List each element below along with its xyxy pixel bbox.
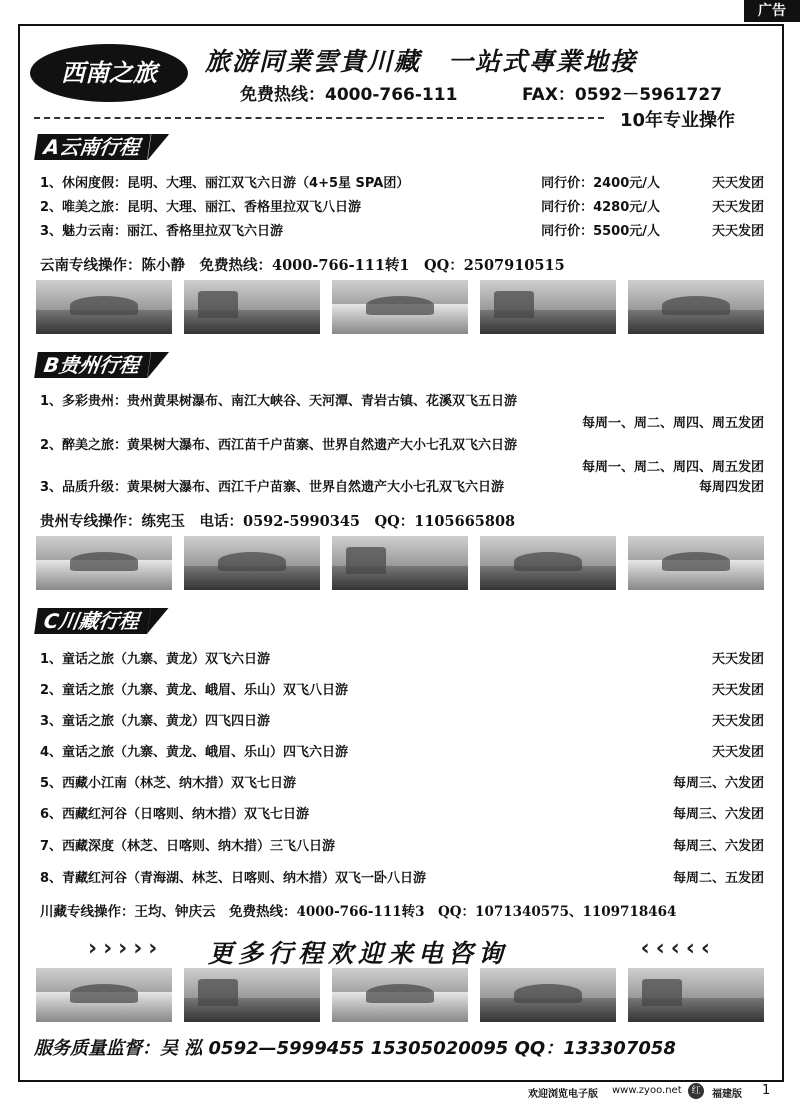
scenery-photo: [36, 968, 172, 1022]
item-name: 6、西藏红河谷（日喀则、纳木措）双飞七日游: [40, 807, 310, 822]
consult-banner: [88, 934, 716, 968]
decade-badge: 10年专业操作: [620, 110, 736, 131]
item-schedule: 每周四发团: [698, 480, 764, 495]
guizhou-ops-contact: 贵州专线操作：练宪玉 电话：0592-5990345 QQ：1105665808: [40, 513, 516, 530]
scenery-photo: [36, 536, 172, 590]
item-price: 同行价：2400元/人: [541, 176, 660, 191]
scenery-photo: [628, 280, 764, 334]
footer-edition: 福建版: [712, 1089, 742, 1100]
item-schedule: 每周三、六发团: [672, 839, 764, 854]
section-title-yunnan: A云南行程: [34, 134, 151, 160]
divider: [34, 117, 604, 119]
item-name: 3、品质升级：黄果树大瀑布、西江千户苗寨、世界自然遗产大小七孔双飞六日游: [40, 480, 505, 495]
scenery-photo: [184, 536, 320, 590]
item-name: 2、童话之旅（九寨、黄龙、峨眉、乐山）双飞八日游: [40, 683, 349, 698]
item-schedule: 每周三、六发团: [672, 807, 764, 822]
item-name: 5、西藏小江南（林芝、纳木措）双飞七日游: [40, 776, 297, 791]
item-schedule: 每周三、六发团: [672, 776, 764, 791]
chevron-right-icon: ›››››: [88, 936, 164, 961]
yunnan-item-1: [40, 172, 764, 191]
scenery-photo: [628, 968, 764, 1022]
ad-label: 广告: [744, 0, 800, 22]
item-schedule: 天天发团: [711, 176, 764, 191]
brand-logo: 西南之旅: [30, 44, 188, 102]
sichuan-tibet-item-3: [40, 710, 764, 729]
quality-supervision: 服务质量监督：吴 泓 0592—5999455 15305020095 QQ：133307058: [34, 1038, 676, 1059]
item-price: 同行价：5500元/人: [541, 224, 660, 239]
yunnan-ops-contact: 云南专线操作：陈小静 免费热线：4000-766-111转1 QQ：2507910515: [40, 257, 565, 274]
scenery-photo: [332, 968, 468, 1022]
item-name: 1、多彩贵州：贵州黄果树瀑布、南江大峡谷、天河潭、青岩古镇、花溪双飞五日游: [40, 394, 518, 409]
scenery-photo: [480, 280, 616, 334]
item-name: 7、西藏深度（林芝、日喀则、纳木措）三飞八日游: [40, 839, 336, 854]
scenery-photo: [480, 536, 616, 590]
item-schedule: 天天发团: [711, 200, 764, 215]
item-name: 2、醉美之旅：黄果树大瀑布、西江苗千户苗寨、世界自然遗产大小七孔双飞六日游: [40, 438, 518, 453]
item-schedule: 天天发团: [711, 683, 764, 698]
section-title-guizhou: B贵州行程: [34, 352, 151, 378]
item-schedule: 每周一、周二、周四、周五发团: [581, 416, 764, 431]
item-schedule: 天天发团: [711, 652, 764, 667]
item-name: 1、童话之旅（九寨、黄龙）双飞六日游: [40, 652, 271, 667]
item-name: 3、魅力云南：丽江、香格里拉双飞六日游: [40, 224, 284, 239]
guizhou-item-1: [40, 390, 764, 409]
item-schedule: 天天发团: [711, 745, 764, 760]
item-schedule: 天天发团: [711, 224, 764, 239]
page-number: 1: [762, 1083, 771, 1098]
consult-text: 更多行程欢迎来电咨询: [208, 939, 509, 968]
item-name: 4、童话之旅（九寨、黄龙、峨眉、乐山）四飞六日游: [40, 745, 349, 760]
scenery-photo: [184, 280, 320, 334]
scenery-photo: [332, 280, 468, 334]
item-name: 1、休闲度假：昆明、大理、丽江双飞六日游（4+5星 SPA团）: [40, 176, 410, 191]
hotline: 免费热线：4000-766-111: [240, 85, 458, 105]
yunnan-item-2: [40, 196, 764, 215]
scenery-photo: [36, 280, 172, 334]
item-price: 同行价：4280元/人: [541, 200, 660, 215]
sichuan-tibet-item-7: [40, 835, 764, 854]
chevron-left-icon: ‹‹‹‹‹: [640, 936, 716, 961]
guizhou-photo-strip: [36, 536, 764, 590]
item-schedule: 每周一、周二、周四、周五发团: [581, 460, 764, 475]
fax: FAX：0592－5961727: [522, 85, 723, 105]
bottom-photo-strip: [36, 968, 764, 1022]
yunnan-item-3: [40, 220, 764, 239]
scenery-photo: [480, 968, 616, 1022]
page-footer: [0, 1082, 800, 1100]
yunnan-photo-strip: [36, 280, 764, 334]
scenery-photo: [184, 968, 320, 1022]
item-name: 3、童话之旅（九寨、黄龙）四飞四日游: [40, 714, 271, 729]
sichuan-tibet-item-6: [40, 803, 764, 822]
footer-welcome: 欢迎浏览电子版: [528, 1089, 598, 1100]
sichuan-tibet-item-8: [40, 867, 764, 886]
sichuan-tibet-item-4: [40, 741, 764, 760]
item-schedule: 每周二、五发团: [672, 871, 764, 886]
sichuan-tibet-item-2: [40, 679, 764, 698]
section-title-sichuan-tibet: C川藏行程: [34, 608, 150, 634]
slogan: 旅游同業雲貴川藏 一站式專業地接: [205, 47, 638, 76]
item-name: 8、青藏红河谷（青海湖、林芝、日喀则、纳木措）双飞一卧八日游: [40, 871, 427, 886]
item-schedule: 天天发团: [711, 714, 764, 729]
scenery-photo: [628, 536, 764, 590]
scenery-photo: [332, 536, 468, 590]
guizhou-item-2: [40, 434, 764, 453]
sichuan-tibet-ops-contact: 川藏专线操作：王均、钟庆云 免费热线：4000-766-111转3 QQ：1071340575、1109718464: [40, 904, 677, 920]
footer-url[interactable]: www.zyoo.net: [612, 1085, 682, 1096]
guizhou-item-3: [40, 476, 764, 495]
publication-badge-icon: 红: [688, 1083, 704, 1099]
sichuan-tibet-item-1: [40, 648, 764, 667]
sichuan-tibet-item-5: [40, 772, 764, 791]
item-name: 2、唯美之旅：昆明、大理、丽江、香格里拉双飞八日游: [40, 200, 362, 215]
